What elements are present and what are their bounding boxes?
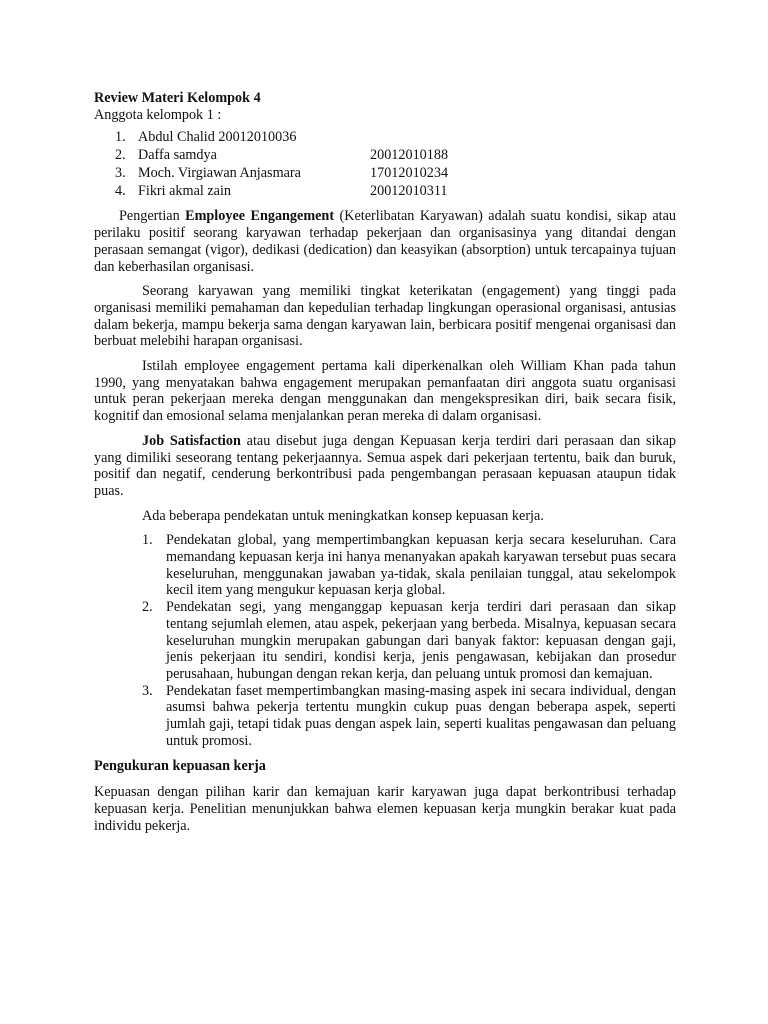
- approach-list: [94, 532, 676, 749]
- approach-item: [94, 599, 676, 683]
- approach-number: 2.: [142, 599, 153, 616]
- member-nim: 20012010311: [370, 183, 448, 200]
- paragraph-engagement: Seorang karyawan yang memiliki tingkat keterikatan (engagement) yang tinggi pada organisasi memiliki pemahaman dan kepedulian terhadap lingkungan operasional organisasi, antusias dalam bekerja, mampu bekerja sama dengan karyawan lain, berbicara positif mengenai organisasi dan berbuat melebihi harapan organisasi.: [94, 283, 676, 350]
- member-name: Daffa samdya: [138, 147, 217, 164]
- paragraph-job-satisfaction-rest: atau disebut juga dengan Kepuasan kerja terdiri dari perasaan dan sikap yang dimiliki seseorang tentang pekerjaannya. Semua aspek dari pekerjaan tertentu, baik dan buruk, positif dan negatif, cenderung berkontribusi pada pengembangan perasaan kepuasan ataupun tidak puas.: [94, 432, 677, 499]
- member-number: 3.: [115, 165, 126, 182]
- term-employee-engagement: Employee Engangement: [185, 208, 335, 225]
- member-item: [94, 128, 676, 146]
- paragraph-definition-rest: (Keterlibatan Karyawan) adalah suatu kondisi, sikap atau perilaku positif seorang karyawan terhadap pekerjaan dan organisasinya yang ditandai dengan perasaan semangat (vigor), dedikasi (dedication) dan keasyikan (absorption) untuk tercapainya tujuan dan keberhasilan organisasi.: [94, 208, 677, 275]
- paragraph-definition: [94, 208, 676, 275]
- members-heading: Anggota kelompok 1 :: [94, 106, 222, 123]
- paragraph-approaches-intro: Ada beberapa pendekatan untuk meningkatkan konsep kepuasan kerja.: [142, 507, 544, 524]
- approach-item: [94, 683, 676, 750]
- member-name: Fikri akmal zain: [138, 183, 231, 200]
- document-body: [94, 90, 676, 842]
- approach-number: 3.: [142, 682, 153, 699]
- member-name: Moch. Virgiawan Anjasmara: [138, 165, 301, 182]
- member-name: Abdul Chalid 20012010036: [138, 129, 297, 146]
- section-heading: Pengukuran kepuasan kerja: [94, 757, 266, 774]
- member-number: 1.: [115, 129, 126, 146]
- approach-text: Pendekatan global, yang mempertimbangkan kepuasan kerja secara keseluruhan. Cara memandang kepuasan kerja ini hanya menanyakan apakah karyawan tersebut puas secara keseluruhan, menggunakan jawaban ya-tidak, skala penilaian tunggal, atau sekelompok kecil item yang mengukur kepuasan kerja global.: [166, 532, 676, 599]
- member-item: [94, 146, 676, 164]
- approach-text: Pendekatan segi, yang menganggap kepuasan kerja terdiri dari perasaan dan sikap tentang sejumlah elemen, atau aspek, pekerjaan yang berbeda. Misalnya, kepuasan secara keseluruhan mungkin merupakan gabungan dari banyak faktor: kepuasan dengan gaji, jenis pekerjaan itu sendiri, kondisi kerja, jenis pengawasan, kebijakan dan prosedur perusahaan, hubungan dengan rekan kerja, dan peluang untuk promosi dan kemajuan.: [166, 599, 676, 682]
- member-nim: 17012010234: [370, 165, 449, 182]
- document-title: Review Materi Kelompok 4: [94, 90, 261, 106]
- member-item: [94, 164, 676, 182]
- approach-number: 1.: [142, 532, 153, 549]
- term-job-satisfaction: Job Satisfaction: [142, 432, 241, 449]
- paragraph-job-satisfaction: [94, 433, 676, 500]
- member-number: 2.: [115, 147, 126, 164]
- approach-text: Pendekatan faset mempertimbangkan masing-masing aspek ini secara individual, dengan asumsi bahwa pekerja tertentu mungkin cukup puas dengan beberapa aspek, seperti jumlah gaji, tetapi tidak puas dengan aspek lain, seperti kualitas pengawasan dan peluang untuk promosi.: [166, 682, 676, 749]
- paragraph-history: Istilah employee engagement pertama kali diperkenalkan oleh William Khan pada tahun 1990, yang menyatakan bahwa engagement merupakan pemanfaatan diri anggota suatu organisasi untuk peran pekerjaan mereka dengan menggunakan dan mengekspresikan diri, baik secara fisik, kognitif dan emosional selama menjalankan peran mereka di dalam organisasi.: [94, 358, 676, 425]
- member-item: [94, 182, 676, 200]
- approach-item: [94, 532, 676, 599]
- member-number: 4.: [115, 183, 126, 200]
- paragraph-definition-lead: Pengertian: [119, 208, 186, 225]
- member-list: [94, 128, 676, 200]
- member-nim: 20012010188: [370, 147, 449, 164]
- paragraph-measurement: Kepuasan dengan pilihan karir dan kemajuan karir karyawan juga dapat berkontribusi terhadap kepuasan kerja. Penelitian menunjukkan bahwa elemen kepuasan kerja mungkin berakar kuat pada individu pekerja.: [94, 784, 676, 834]
